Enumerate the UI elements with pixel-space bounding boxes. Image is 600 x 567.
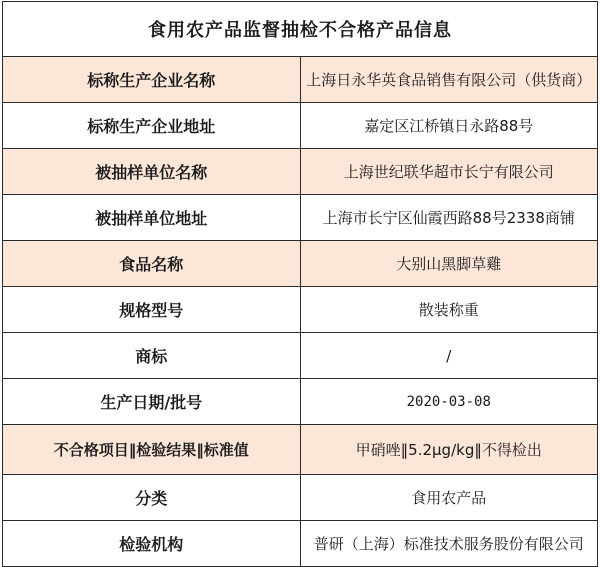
table-row xyxy=(3,425,598,475)
row-label: 检验机构 xyxy=(3,521,301,567)
row-value: 2020-03-08 xyxy=(300,379,598,425)
row-label: 分类 xyxy=(3,475,301,521)
row-value: 食用农产品 xyxy=(300,475,598,521)
table-row xyxy=(3,521,598,567)
table-row xyxy=(3,379,598,425)
table-row xyxy=(3,195,598,241)
title-row xyxy=(3,2,598,57)
row-value: 上海日永华英食品销售有限公司（供货商） xyxy=(300,57,598,103)
table-title: 食用农产品监督抽检不合格产品信息 xyxy=(3,2,598,57)
table-row xyxy=(3,333,598,379)
table-row xyxy=(3,57,598,103)
row-label: 被抽样单位地址 xyxy=(3,195,301,241)
row-value: / xyxy=(300,333,598,379)
table-row xyxy=(3,475,598,521)
row-value: 上海市长宁区仙霞西路88号2338商铺 xyxy=(300,195,598,241)
table-row xyxy=(3,149,598,195)
row-value: 大别山黑脚草雞 xyxy=(300,241,598,287)
row-value: 散装称重 xyxy=(300,287,598,333)
row-value: 嘉定区江桥镇日永路88号 xyxy=(300,103,598,149)
info-table xyxy=(2,1,598,567)
row-label: 规格型号 xyxy=(3,287,301,333)
table-row xyxy=(3,241,598,287)
row-label: 被抽样单位名称 xyxy=(3,149,301,195)
row-value: 普研（上海）标准技术服务股份有限公司 xyxy=(300,521,598,567)
row-label: 食品名称 xyxy=(3,241,301,287)
row-label: 生产日期/批号 xyxy=(3,379,301,425)
row-label: 标称生产企业名称 xyxy=(3,57,301,103)
row-label: 标称生产企业地址 xyxy=(3,103,301,149)
row-label: 不合格项目‖检验结果‖标准值 xyxy=(3,425,301,475)
table-row xyxy=(3,287,598,333)
row-value: 上海世纪联华超市长宁有限公司 xyxy=(300,149,598,195)
row-value: 甲硝唑‖5.2μg/kg‖不得检出 xyxy=(300,425,598,475)
table-row xyxy=(3,103,598,149)
row-label: 商标 xyxy=(3,333,301,379)
